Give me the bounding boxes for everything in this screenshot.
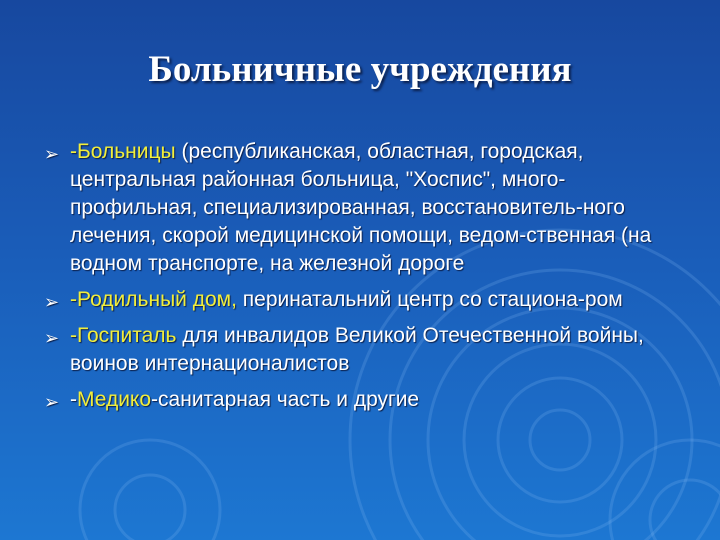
bullet-hospitals <box>42 138 692 278</box>
arrow-bullet-icon: ➢ <box>44 392 60 412</box>
highlight-term: -Родильный дом, <box>70 288 237 311</box>
bullet-text: (республиканская, областная, городская, центральная районная больница, "Хоспис", много-профильная, специализированная, восстановитель-ного лечения, скорой медицинской помощи, ведом-ственная (на водном транспорте, на железной дороге <box>70 140 652 275</box>
slide-title: Больничные учреждения <box>148 49 572 90</box>
bullet-list <box>42 138 692 422</box>
highlight-term: Медико <box>77 388 152 411</box>
highlight-term: -Госпиталь <box>70 324 177 347</box>
bullet-prefix: - <box>70 388 77 411</box>
bullet-medical-unit <box>42 386 692 414</box>
bullet-text: перинатальний центр со стациона-ром <box>236 288 623 311</box>
arrow-bullet-icon: ➢ <box>44 144 60 164</box>
arrow-bullet-icon: ➢ <box>44 328 60 348</box>
bullet-maternity <box>42 286 692 314</box>
highlight-term: -Больницы <box>70 140 176 163</box>
arrow-bullet-icon: ➢ <box>44 292 60 312</box>
bullet-hospital-veterans <box>42 322 692 378</box>
bullet-text: для инвалидов Великой Отечественной войны, воинов интернационалистов <box>70 324 644 375</box>
bullet-text: -санитарная часть и другие <box>151 388 420 411</box>
